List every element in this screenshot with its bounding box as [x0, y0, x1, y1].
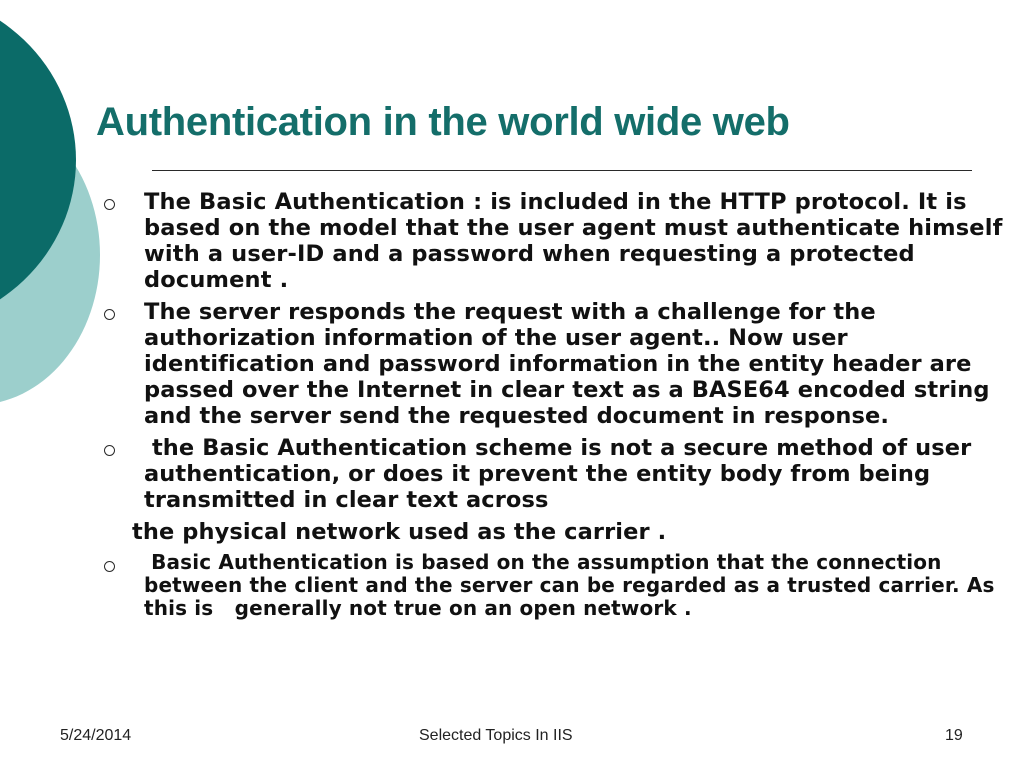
bullet-text: Basic Authentication is based on the assumption that the connection between the client and the server can be regarded as a trusted carrier. As this is generally not true on an open network .: [144, 550, 1002, 620]
bullet-text: The server responds the request with a challenge for the authorization information of the user agent.. Now user identification and password information in the entity header are passed over the Internet in clear text as a BASE64 encoded string and the server send the requested document in response.: [144, 299, 998, 429]
footer-date: 5/24/2014: [60, 727, 132, 744]
hollow-circle-bullet-icon: [104, 551, 115, 578]
bullet-item: [104, 435, 1004, 513]
hollow-circle-bullet-icon: [104, 189, 115, 218]
title-underline: [152, 170, 972, 171]
slide-number: 19: [945, 727, 963, 744]
hollow-circle-bullet-icon: [104, 299, 115, 328]
bullet-text: The Basic Authentication : is included in the HTTP protocol. It is based on the model that the user agent must authenticate himself with a user-ID and a password when requesting a protected document .: [144, 189, 1011, 293]
bullet-item: [104, 189, 1011, 293]
bullet-item: [104, 299, 1004, 429]
bullet-continuation-text: the physical network used as the carrier .: [132, 519, 667, 545]
bullet-item: [104, 551, 1004, 620]
hollow-circle-bullet-icon: [104, 435, 115, 464]
footer-title: Selected Topics In IIS: [419, 727, 573, 744]
slide-body: [104, 189, 1011, 620]
slide-title: Authentication in the world wide web: [96, 100, 790, 144]
bullet-text: the Basic Authentication scheme is not a secure method of user authentication, or does it prevent the entity body from being transmitted in clear text across: [144, 435, 980, 513]
